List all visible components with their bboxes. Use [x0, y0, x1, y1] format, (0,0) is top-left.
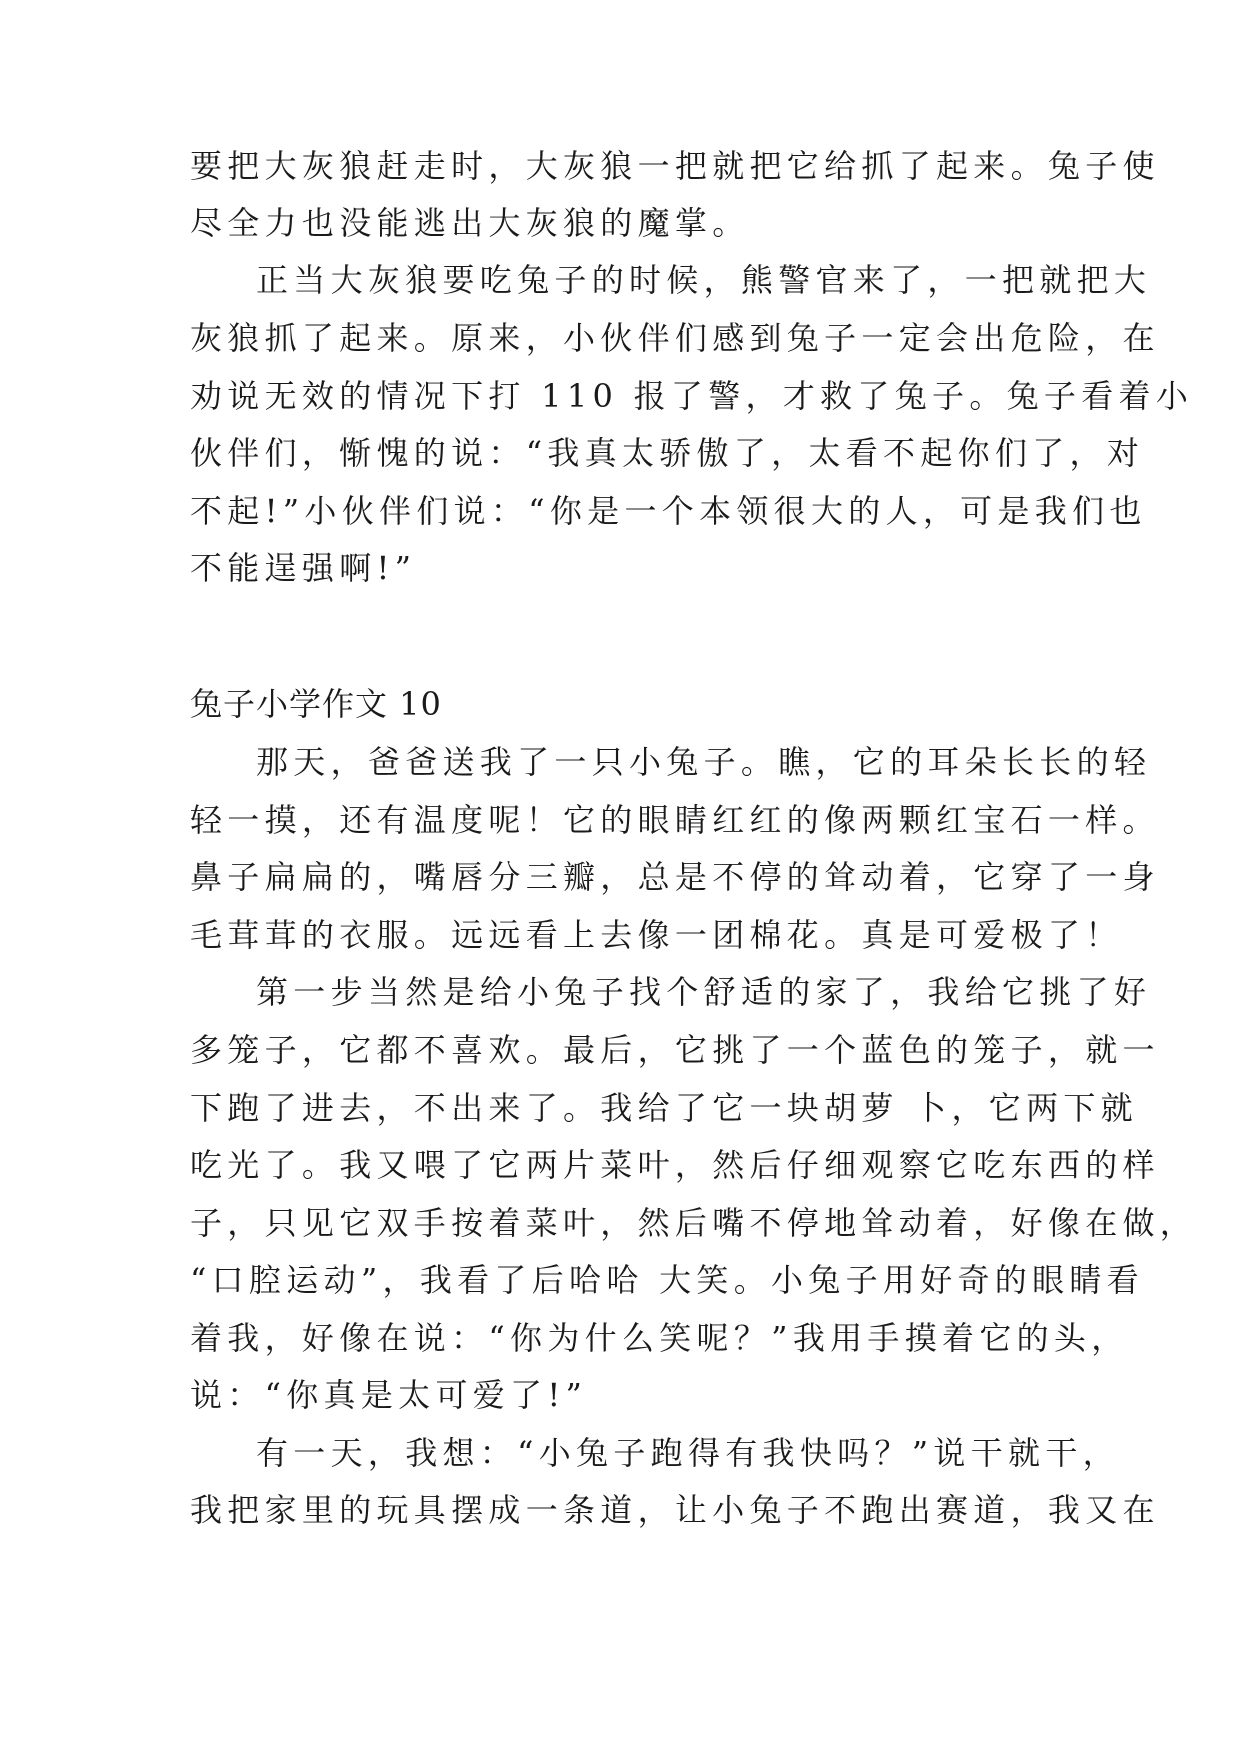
paragraph-line: 毛茸茸的衣服。远远看上去像一团棉花。真是可爱极了！	[190, 916, 1123, 954]
paragraph-first-line: 正当大灰狼要吃兔子的时候，熊警官来了，一把就把大	[256, 261, 1152, 299]
paragraph-first-line: 第一步当然是给小兔子找个舒适的家了，我给它挑了好	[256, 973, 1152, 1011]
paragraph-line: 尽全力也没能逃出大灰狼的魔掌。	[190, 204, 750, 242]
paragraph-line: 多笼子，它都不喜欢。最后，它挑了一个蓝色的笼子，就一	[190, 1031, 1160, 1069]
paragraph-line: 吃光了。我又喂了它两片菜叶，然后仔细观察它吃东西的样	[190, 1146, 1160, 1184]
paragraph-line: “口腔运动”，我看了后哈哈 大笑。小兔子用好奇的眼睛看	[190, 1261, 1144, 1299]
paragraph-first-line: 那天，爸爸送我了一只小兔子。瞧，它的耳朵长长的轻	[256, 743, 1152, 781]
paragraph-line: 轻一摸，还有温度呢！它的眼睛红红的像两颗红宝石一样。	[190, 801, 1160, 839]
paragraph-line: 我把家里的玩具摆成一条道，让小兔子不跑出赛道，我又在	[190, 1491, 1160, 1529]
paragraph-first-line: 有一天，我想：“小兔子跑得有我快吗？”说干就干，	[256, 1434, 1120, 1472]
paragraph-line: 不起!”小伙伴们说：“你是一个本领很大的人，可是我们也	[190, 492, 1147, 530]
paragraph-line: 劝说无效的情况下打 110 报了警，才救了兔子。兔子看着小	[190, 377, 1194, 415]
paragraph-line: 下跑了进去，不出来了。我给了它一块胡萝 卜，它两下就	[190, 1089, 1138, 1127]
paragraph-line: 伙伴们，惭愧的说：“我真太骄傲了，太看不起你们了，对	[190, 434, 1145, 472]
paragraph-line: 着我，好像在说：“你为什么笑呢？”我用手摸着它的头，	[190, 1319, 1129, 1357]
essay-title: 兔子小学作文 10	[190, 685, 442, 723]
paragraph-line: 要把大灰狼赶走时，大灰狼一把就把它给抓了起来。兔子使	[190, 147, 1160, 185]
paragraph-line: 鼻子扁扁的，嘴唇分三瓣，总是不停的耸动着，它穿了一身	[190, 858, 1160, 896]
paragraph-line: 灰狼抓了起来。原来，小伙伴们感到兔子一定会出危险，在	[190, 319, 1160, 357]
paragraph-line: 不能逞强啊!”	[190, 549, 417, 587]
paragraph-line: 子，只见它双手按着菜叶，然后嘴不停地耸动着，好像在做，	[190, 1204, 1198, 1242]
paragraph-line: 说：“你真是太可爱了!”	[190, 1376, 588, 1414]
